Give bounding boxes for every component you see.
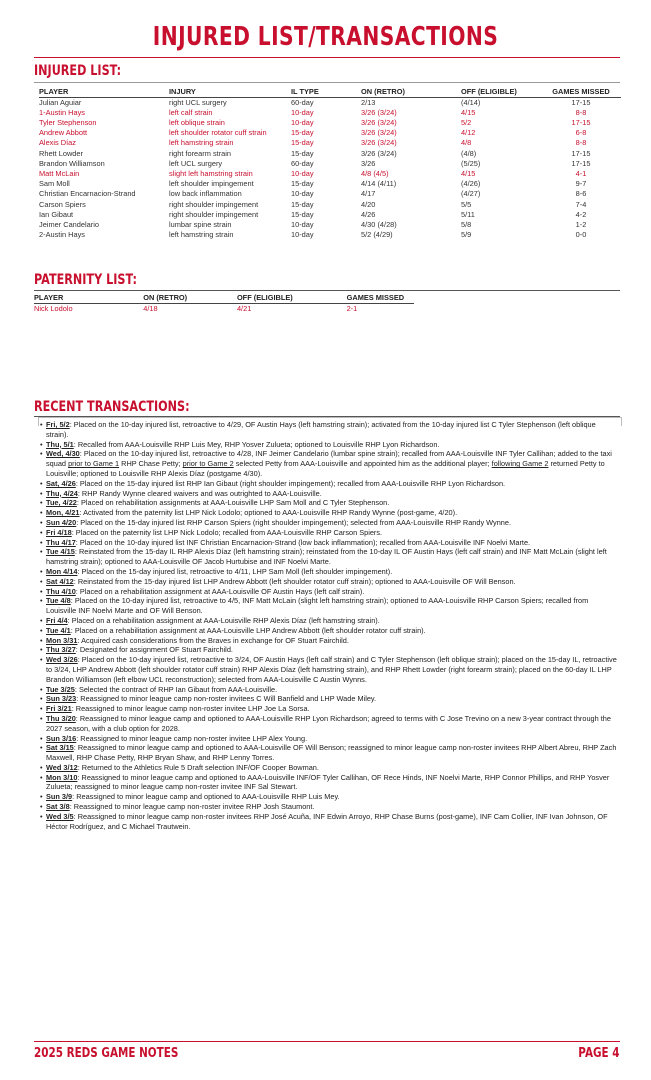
transaction-date: Tue 4/15 <box>46 547 75 557</box>
list-item <box>40 743 620 763</box>
table-cell: Brandon Williamson <box>39 158 105 168</box>
table-cell: 17-15 <box>571 158 591 168</box>
list-item <box>40 508 620 518</box>
table-cell: 4/14 (4/11) <box>361 179 397 189</box>
table-cell: 8-8 <box>575 107 587 117</box>
table-cell: 4/8 (4/5) <box>361 168 389 178</box>
table-row <box>39 210 621 220</box>
table-row <box>39 138 621 148</box>
transaction-date: Sun 3/23 <box>46 694 77 704</box>
column-header: INJURY <box>169 87 291 97</box>
table-row <box>39 149 621 159</box>
table-cell: 15-day <box>291 138 314 148</box>
transaction-text: : RHP Randy Wynne cleared waivers and was outrighted to AAA-Louisville. <box>77 488 322 498</box>
transaction-text: : Reassigned to minor league camp non-roster invitee RHP Josh Staumont. <box>69 802 315 812</box>
table-cell: 60-day <box>291 158 314 168</box>
footer-page-number: PAGE 4 <box>578 1046 620 1061</box>
transaction-date: Sat 3/8 <box>46 802 70 812</box>
table-cell: (4/27) <box>461 189 481 199</box>
transaction-date: Tue 4/8 <box>46 596 71 606</box>
transaction-text: : Reinstated from the 15-day IL RHP Alexis Díaz (left hamstring strain); reinstated from the 10-day IL OF Austin Hays (left calf strain) and INF Matt McLain (slight left hamstring strain); optioned to AAA-Louisville OF Jacob Hurtubise and INF Noelvi Marte. <box>46 547 607 567</box>
transaction-date: Tue, 4/22 <box>46 498 77 508</box>
table-cell: 4/12 <box>461 128 476 138</box>
transaction-text: : Placed on the 15-day injured list RHP Ian Gibaut (right shoulder impingement); recalled from AAA-Louisville RHP Lyon Richardson. <box>75 478 506 488</box>
list-item <box>40 449 620 478</box>
injured-list-table <box>39 87 621 240</box>
transaction-text: RHP Chase Petty; <box>119 459 183 469</box>
transaction-date: Fri 4/4 <box>46 615 68 625</box>
table-row <box>39 159 621 169</box>
transaction-date: Mon 4/14 <box>46 566 78 576</box>
table-cell: (4/14) <box>461 97 481 107</box>
injured-list-heading: INJURED LIST: <box>34 63 122 79</box>
transaction-date: Mon 3/31 <box>46 635 78 645</box>
transaction-text: following Game 2 <box>491 459 549 469</box>
table-cell: (4/8) <box>461 148 477 158</box>
table-cell: 4/30 (4/28) <box>361 219 397 229</box>
transaction-date: Wed 3/12 <box>46 762 78 772</box>
transaction-date: Tue 4/1 <box>46 625 71 635</box>
table-cell: 17-15 <box>571 148 591 158</box>
table-cell: 4/18 <box>143 303 158 313</box>
list-item <box>40 812 620 832</box>
transaction-date: Wed 3/26 <box>46 655 78 665</box>
transaction-date: Thu 4/10 <box>46 586 76 596</box>
table-cell: 4/8 <box>461 138 472 148</box>
table-cell: right forearm strain <box>169 148 232 158</box>
transaction-text: : Reassigned to minor league camp and optioned to AAA-Louisville INF/OF Tyler Callihan, OF Rece Hinds, INF Noelvi Marte, RHP Connor Phillips, and RHP Yosver <box>77 772 610 782</box>
table-cell: 3/26 <box>361 158 376 168</box>
transaction-date: Fri 3/21 <box>46 704 72 714</box>
transaction-text: : Selected the contract of RHP Ian Gibaut from AAA-Louisville. <box>74 684 278 694</box>
table-cell: left oblique strain <box>169 117 225 127</box>
transaction-text: : Reassigned to minor league camp and optioned to AAA-Louisville OF Will Benson; reassigned to minor league camp non-roster invitees RHP Albert Abreu, RHP Zach Maxwell, RHP Chase Petty, RHP Bryan Shaw, and RHP Lenny Torres. <box>46 743 617 763</box>
table-cell: Alexis Díaz <box>39 138 76 148</box>
table-cell: Andrew Abbott <box>39 128 88 138</box>
table-cell: 4/15 <box>461 168 476 178</box>
page-title: INJURED LIST/TRANSACTIONS <box>152 22 499 52</box>
table-cell: Sam Moll <box>39 179 70 189</box>
column-header: PLAYER <box>39 87 169 97</box>
table-cell: 4/26 <box>361 209 376 219</box>
table-cell: 1-Austin Hays <box>39 107 86 117</box>
table-cell: Jeimer Candelario <box>39 219 99 229</box>
table-cell: 9-7 <box>575 179 587 189</box>
table-cell: 10-day <box>291 107 314 117</box>
table-cell: Christian Encarnacion-Strand <box>39 189 136 199</box>
list-item <box>40 734 620 744</box>
table-cell: 17-15 <box>571 97 591 107</box>
paternity-list-table <box>34 293 414 314</box>
table-cell: 4/17 <box>361 189 376 199</box>
column-header: GAMES MISSED <box>541 87 621 97</box>
list-item <box>40 547 620 567</box>
transaction-text: : Placed on a rehabilitation assignment at AAA-Louisville RHP Alexis Díaz (left hamstring strain). <box>67 615 380 625</box>
table-cell: 2/13 <box>361 97 376 107</box>
transaction-text: : Placed on the 10-day injured list, retroactive to 4/5, INF Matt McLain (slight left hamstring strain); optioned to AAA-Louisville RHP Carson Spiers; recalled from Louisville INF Noelvi Marte and OF Will Benson. <box>46 596 589 616</box>
table-cell: Tyler Stephenson <box>39 117 97 127</box>
table-row <box>39 220 621 230</box>
table-cell: Rhett Lowder <box>39 148 83 158</box>
table-row <box>39 179 621 189</box>
transaction-text-continued: Zulueta; reassigned to minor league camp non-roster invitee INF Sal Stewart. <box>46 782 298 792</box>
table-cell: Carson Spiers <box>39 199 86 209</box>
list-item <box>40 792 620 802</box>
list-item <box>40 440 620 450</box>
transaction-date: Sat 4/12 <box>46 576 74 586</box>
table-cell: 10-day <box>291 168 314 178</box>
list-item <box>40 616 620 626</box>
transaction-text: : Reassigned to minor league camp and optioned to AAA-Louisville RHP Lyon Richardson; agreed to terms with C Jose Trevino on a new 3-year contract through the 2027 season, with a club option for 2028. <box>46 713 611 733</box>
transaction-date: Thu 3/20 <box>46 713 76 723</box>
table-cell: slight left hamstring strain <box>169 168 253 178</box>
table-cell: 4/20 <box>361 199 376 209</box>
transaction-text: : Placed on the paternity list LHP Nick Lodolo; recalled from AAA-Louisville RHP Carson Spiers. <box>71 527 383 537</box>
table-cell: 5/9 <box>461 230 472 240</box>
transaction-text: prior to Game 2 <box>182 459 234 469</box>
table-cell: 3/26 (3/24) <box>361 117 397 127</box>
transaction-text: : Placed on the 10-day injured list, retroactive to 3/24, OF Austin Hays (left calf strain) and C Tyler Stephenson (left oblique strain); placed on the 15-day IL, retroactive to 3/24, LHP Andrew Abbott (left shoulder rotator cuff strain) RHP Alexis Díaz (left hamstring strain), and RHP Rhett Lowder (right forearm strain); placed on the 60-day IL LHP Brandon Williamson (left elbow UCL reconstruction); selected from AAA-Louisville C Austin Wynns. <box>46 655 617 684</box>
transaction-text: prior to Game 1 <box>68 459 120 469</box>
table-cell: 7-4 <box>575 199 587 209</box>
list-item <box>40 528 620 538</box>
table-cell: 4/21 <box>236 303 252 313</box>
transaction-text: : Placed on the 15-day injured list, retroactive to 4/11, LHP Sam Moll (left shoulder impingement). <box>77 566 393 576</box>
transaction-date: Tue 3/25 <box>46 684 75 694</box>
list-item <box>40 714 620 734</box>
transaction-date: Thu 4/17 <box>46 537 76 547</box>
transaction-text: : Designated for assignment OF Stuart Fairchild. <box>75 645 233 655</box>
table-row <box>39 200 621 210</box>
table-cell: 3/26 (3/24) <box>361 128 397 138</box>
column-header: GAMES MISSED <box>347 293 414 303</box>
list-item <box>40 538 620 548</box>
table-cell: 5/5 <box>461 199 472 209</box>
table-cell: 8-6 <box>575 189 587 199</box>
list-item <box>40 645 620 655</box>
list-item <box>40 420 620 440</box>
transaction-text: : Placed on the 15-day injured list RHP Carson Spiers (right shoulder impingement); selected from AAA-Louisville RHP Randy Wynne. <box>76 517 511 527</box>
table-cell: 3/26 (3/24) <box>361 148 397 158</box>
transaction-text: : Reassigned to minor league camp non-roster invitee LHP Joe La Sorsa. <box>71 704 310 714</box>
column-header: IL TYPE <box>291 87 361 97</box>
table-cell: left shoulder rotator cuff strain <box>169 128 267 138</box>
table-cell: Nick Lodolo <box>34 303 73 313</box>
table-cell: 4/15 <box>461 107 476 117</box>
transaction-text: : Returned to the Athletics Rule 5 Draft selection INF/OF Cooper Bowman. <box>77 762 319 772</box>
table-row <box>39 97 621 108</box>
transaction-date: Mon 3/10 <box>46 772 78 782</box>
transaction-date: Thu, 5/1 <box>46 439 74 449</box>
list-item <box>40 567 620 577</box>
table-cell: 5/11 <box>461 209 475 219</box>
transaction-date: Sat 3/15 <box>46 743 74 753</box>
table-row <box>39 108 621 118</box>
list-item <box>40 685 620 695</box>
transaction-date: Sat, 4/26 <box>46 478 76 488</box>
transaction-text: : Placed on a rehabilitation assignment at AAA-Louisville LHP Andrew Abbott (left shoulder rotator cuff strain). <box>70 625 426 635</box>
table-cell: (5/25) <box>461 158 481 168</box>
transaction-text: returned Petty to Louisville; optioned to Louisville RHP Alexis Díaz (postgame 4/30). <box>46 459 605 478</box>
table-cell: 10-day <box>291 117 314 127</box>
list-item <box>40 626 620 636</box>
transaction-date: Mon, 4/21 <box>46 508 80 518</box>
table-cell: (4/26) <box>461 179 481 189</box>
table-cell: 4-1 <box>575 168 587 178</box>
table-cell: 15-day <box>291 128 314 138</box>
transaction-text: selected Petty from AAA-Louisville and appointed him as the additional player; <box>233 459 492 469</box>
table-cell: left hamstring strain <box>169 230 234 240</box>
table-cell: 8-8 <box>575 138 587 148</box>
table-cell: 60-day <box>291 97 314 107</box>
list-item <box>40 479 620 489</box>
transaction-text: : Placed on rehabilitation assignments at AAA-Louisville LHP Sam Moll and C Tyler Stephenson. <box>76 498 390 508</box>
transaction-date: Fri 4/18 <box>46 527 72 537</box>
table-cell: 15-day <box>291 148 314 158</box>
transaction-date: Sun 3/9 <box>46 792 73 802</box>
table-cell: low back inflammation <box>169 189 242 199</box>
list-item <box>40 587 620 597</box>
transaction-text: : Placed on the 10-day injured list, retroactive to 4/29, OF Austin Hays (left hamstring strain); activated from the 10-day injured list C Tyler Stephenson (left oblique strain). <box>46 420 596 439</box>
transaction-text: : Reassigned to minor league camp non-roster invitee LHP Alex Young. <box>76 733 308 743</box>
paternity-list-divider <box>34 290 620 291</box>
table-row <box>39 230 621 240</box>
injured-list-divider <box>34 82 620 83</box>
footer-publication: 2025 REDS GAME NOTES <box>34 1046 179 1061</box>
table-cell: 2-1 <box>346 303 358 313</box>
table-cell: 5/2 <box>461 117 472 127</box>
table-cell: 10-day <box>291 230 314 240</box>
table-cell: 10-day <box>291 219 314 229</box>
column-header: OFF (ELIGIBLE) <box>461 87 541 97</box>
table-cell: left UCL surgery <box>169 158 223 168</box>
table-cell: 1-2 <box>575 219 587 229</box>
column-header: PLAYER <box>34 293 143 303</box>
transaction-text: : Reassigned to minor league camp non-roster invitees RHP José Acuña, INF Edwin Arroyo, RHP Chase Burns (post-game), INF Cam Collier, INF Ivan Johnson, OF Héctor Rodríguez, and C Michael Trautwein. <box>46 811 608 831</box>
transaction-text: : Placed on the 10-day injured list INF Christian Encarnacion-Strand (low back inflammation); recalled from AAA-Louisville INF Noelvi Marte. <box>75 537 531 547</box>
column-header: OFF (ELIGIBLE) <box>237 293 347 303</box>
list-item <box>40 498 620 508</box>
column-header: ON (RETRO) <box>361 87 461 97</box>
list-item <box>40 694 620 704</box>
table-cell: lumbar spine strain <box>169 219 232 229</box>
table-cell: 5/8 <box>461 219 472 229</box>
table-cell: right shoulder impingement <box>169 199 259 209</box>
table-cell: 2-Austin Hays <box>39 230 86 240</box>
transaction-text: : Recalled from AAA-Louisville RHP Luis Mey, RHP Yosver Zulueta; optioned to Louisville RHP Lyon Richardson. <box>73 439 440 449</box>
list-item <box>40 802 620 812</box>
footer-divider <box>34 1041 620 1042</box>
table-cell: 6-8 <box>575 128 587 138</box>
transaction-text: : Acquired cash considerations from the Braves in exchange for OF Stuart Fairchild. <box>77 635 349 645</box>
table-cell: 5/2 (4/29) <box>361 230 393 240</box>
transaction-date: Sun 3/16 <box>46 733 77 743</box>
transaction-text: : Activated from the paternity list LHP Nick Lodolo; optioned to AAA-Louisville RHP Randy Wynne (post-game, 4/20). <box>79 508 458 518</box>
table-cell: Julian Aguiar <box>39 97 82 107</box>
table-cell: 10-day <box>291 189 314 199</box>
table-row <box>34 303 414 314</box>
table-row <box>39 189 621 199</box>
paternity-list-heading: PATERNITY LIST: <box>34 272 137 288</box>
table-cell: Matt McLain <box>39 168 80 178</box>
transaction-text: : Placed on a rehabilitation assignment at AAA-Louisville OF Austin Hays (left calf strain). <box>75 586 365 596</box>
table-cell: 17-15 <box>571 117 591 127</box>
list-item <box>40 489 620 499</box>
transaction-text: : Reinstated from the 15-day injured list LHP Andrew Abbott (left shoulder rotator cuff strain); optioned to AAA-Louisville OF Will Benson. <box>73 576 516 586</box>
list-item <box>40 596 620 616</box>
table-cell: 15-day <box>291 199 314 209</box>
table-cell: left calf strain <box>169 107 213 117</box>
list-item <box>40 704 620 714</box>
transaction-date: Fri, 5/2 <box>46 420 70 429</box>
table-row <box>39 128 621 138</box>
table-cell: 3/26 (3/24) <box>361 107 397 117</box>
table-cell: Ian Gibaut <box>39 209 74 219</box>
list-item <box>40 655 620 684</box>
table-cell: right UCL surgery <box>169 97 227 107</box>
table-row <box>39 169 621 179</box>
transaction-date: Thu 3/27 <box>46 645 76 655</box>
table-cell: 4-2 <box>575 209 587 219</box>
list-item <box>40 773 620 793</box>
table-cell: right shoulder impingement <box>169 209 259 219</box>
table-cell: 3/26 (3/24) <box>361 138 397 148</box>
transaction-text: : Placed on the 10-day injured list, retroactive to 4/28, INF Jeimer Candelario (lumbar spine strain); recalled from AAA-Louisville INF Tyler Callihan; added to the taxi squad <box>46 449 612 469</box>
transaction-text: : Reassigned to minor league camp and optioned to AAA-Louisville RHP Luis Mey. <box>72 792 340 802</box>
table-cell: 15-day <box>291 209 314 219</box>
list-item <box>40 518 620 528</box>
transaction-date: Thu, 4/24 <box>46 488 78 498</box>
recent-transactions-list <box>40 420 620 831</box>
table-cell: left hamstring strain <box>169 138 234 148</box>
list-item <box>40 577 620 587</box>
transaction-date: Sun 4/20 <box>46 517 77 527</box>
column-header: ON (RETRO) <box>143 293 237 303</box>
recent-transactions-heading: RECENT TRANSACTIONS: <box>34 399 190 415</box>
table-cell: left shoulder impingement <box>169 179 254 189</box>
table-cell: 15-day <box>291 179 314 189</box>
title-divider <box>34 57 620 58</box>
table-row <box>39 118 621 128</box>
transaction-text: : Reassigned to minor league camp non-roster invitees C Will Banfield and LHP Wade Miley. <box>76 694 377 704</box>
list-item <box>40 763 620 773</box>
transaction-date: Wed, 4/30 <box>46 449 80 459</box>
table-cell: 0-0 <box>575 230 587 240</box>
transaction-date: Wed 3/5 <box>46 811 74 821</box>
list-item <box>40 636 620 646</box>
